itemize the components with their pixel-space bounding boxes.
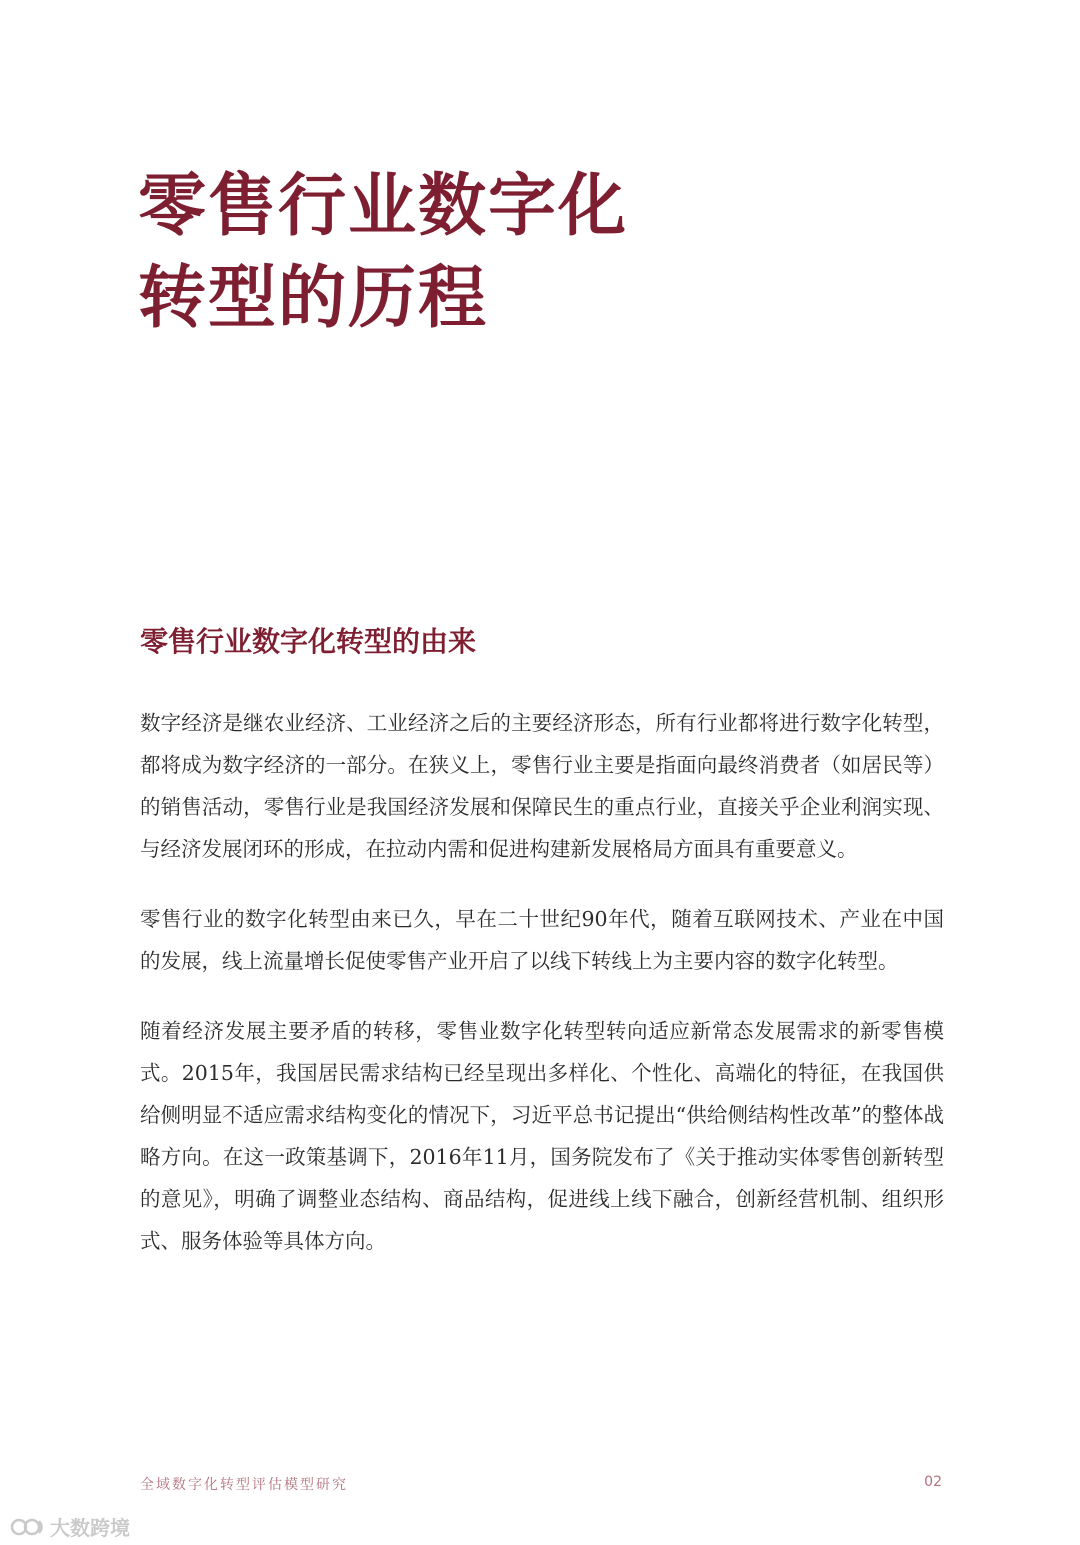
- paragraph-3: 随着经济发展主要矛盾的转移，零售业数字化转型转向适应新常态发展需求的新零售模式。2015年，我国居民需求结构已经呈现出多样化、个性化、高端化的特征，在我国供给侧明显不适应需求结构变化的情况下，习近平总书记提出“供给侧结构性改革”的整体战略方向。在这一政策基调下，2016年11月，国务院发布了《关于推动实体零售创新转型的意见》，明确了调整业态结构、商品结构，促进线上线下融合，创新经营机制、组织形式、服务体验等具体方向。: [140, 1019, 944, 1253]
- page-number: 02: [924, 1474, 942, 1490]
- body-text: [140, 702, 944, 1290]
- paragraph-1: 数字经济是继农业经济、工业经济之后的主要经济形态，所有行业都将进行数字化转型，都将成为数字经济的一部分。在狭义上，零售行业主要是指面向最终消费者（如居民等）的销售活动，零售行业是我国经济发展和保障民生的重点行业，直接关乎企业利润实现、与经济发展闭环的形成，在拉动内需和促进构建新发展格局方面具有重要意义。: [140, 711, 944, 861]
- page-title-line-2: 转型的历程: [138, 258, 489, 338]
- logo-icon: [10, 1516, 46, 1538]
- section-heading: 零售行业数字化转型的由来: [140, 625, 477, 658]
- footer-title: 全域数字化转型评估模型研究: [140, 1477, 348, 1493]
- page-title-line-1: 零售行业数字化: [138, 166, 629, 246]
- watermark-text: 大数跨境: [50, 1516, 130, 1540]
- paragraph-2: 零售行业的数字化转型由来已久，早在二十世纪90年代，随着互联网技术、产业在中国的发展，线上流量增长促使零售产业开启了以线下转线上为主要内容的数字化转型。: [140, 907, 944, 973]
- watermark: [10, 1512, 130, 1541]
- page-title: [138, 160, 958, 344]
